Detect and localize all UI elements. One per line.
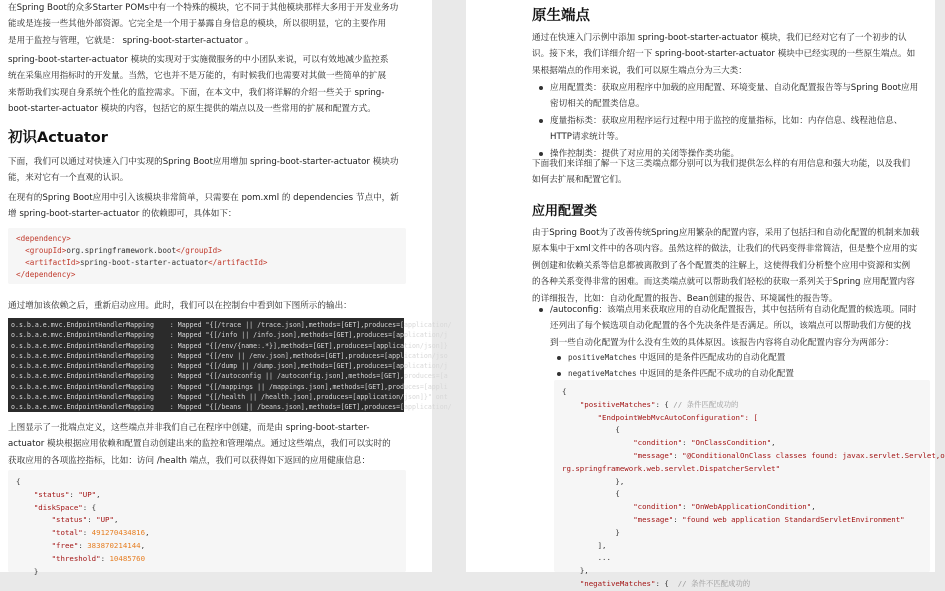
json-ellipsis: ...: [597, 553, 611, 563]
json-key: "status": [51, 515, 88, 525]
xml-tag: </groupId>: [176, 246, 222, 255]
log-line: o.s.b.a.e.mvc.EndpointHandlerMapping : Mapped "{[/env || /env.json],methods=[GET],produces=[application/jso: [11, 351, 448, 360]
json-value: "UP": [78, 489, 97, 499]
paragraph-4: [8, 190, 426, 223]
json-brace: {: [615, 425, 620, 435]
list-item: [536, 80, 930, 113]
json-key: "threshold": [51, 553, 101, 563]
autoconfig-list: [536, 302, 930, 351]
json-value: "@ConditionalOnClass classes found: javax.servlet.Servlet,o: [682, 450, 945, 460]
json-health-code-block[interactable]: { "status": "UP", "diskSpace": { "status": "UP", "total": 491270434816, "free": 383870214144, "threshold": 10485760 }: [8, 470, 406, 572]
paragraph-5: 通过增加该依赖之后，重新启动应用。此时，我们可以在控制台中看到如下图所示的输出：: [8, 301, 352, 311]
text-line: 的各种关系变得非常的困难。而这类端点就可以帮助我们轻松的获取一系列关于Spring 应用配置内容: [532, 277, 915, 288]
text-line: boot-starter-actuator 模块的内容，包括它的原生提供的端点以及一些常用的扩展和配置方式。: [8, 104, 376, 115]
text-line: 是用于监控与管理，它就是： spring-boot-starter-actuator 。: [8, 35, 254, 46]
log-line: o.s.b.a.e.mvc.EndpointHandlerMapping : Mapped "{[/health || /health.json],produces=[application/json]}" ont: [11, 393, 448, 402]
json-key: "message": [633, 450, 674, 460]
text-line: 果根据端点的作用来说，我们可以原生端点分为三大类：: [532, 65, 747, 76]
json-key: "message": [633, 514, 674, 524]
xml-code-block[interactable]: [8, 228, 406, 284]
log-line: o.s.b.a.e.mvc.EndpointHandlerMapping : Mapped "{[/autoconfig || /autoconfig.json],methods=[GET],produces=[a: [11, 372, 448, 381]
log-line: o.s.b.a.e.mvc.EndpointHandlerMapping : Mapped "{[/info || /info.json],methods=[GET],produces=[application/j: [11, 331, 448, 340]
text-line: 下面我们来详细了解一下这三类端点都分别可以为我们提供怎么样的有用信息和强大功能，以及我们: [532, 159, 911, 169]
log-line: o.s.b.a.e.mvc.EndpointHandlerMapping : Mapped "{[/mappings || /mappings.json],methods=[GET],produces=[appli: [11, 382, 448, 391]
paragraph-1: [532, 30, 930, 79]
json-key: "condition": [633, 438, 683, 448]
autoconfig-sublist: [554, 350, 930, 383]
json-number: 383870214144: [87, 540, 141, 550]
json-brace: {: [562, 387, 567, 396]
json-punct: : {: [655, 399, 674, 409]
xml-value: org.springframework.boot: [66, 246, 177, 255]
section-heading-actuator: 初识Actuator: [8, 130, 108, 146]
json-value: "OnClassCondition": [691, 438, 772, 448]
text-line: 还列出了每个候选项自动化配置的各个先决条件是否满足。所以，该端点可以帮助我们方便的找: [550, 321, 911, 332]
left-page: [0, 0, 452, 576]
text-line: 上图显示了一批端点定义，这些端点并非我们自己在程序中创建，而是由 spring-boot-starter-: [8, 423, 370, 433]
json-key: "positiveMatches": [579, 399, 656, 409]
log-line: o.s.b.a.e.mvc.EndpointHandlerMapping : Mapped "{[/trace || /trace.json],methods=[GET],produces=[application/: [11, 321, 452, 329]
text-line: 到一些自动化配置为什么没有生效的具体原因。该报告内容将自动化配置内容分为两部分：: [550, 337, 894, 348]
paragraph-3: [532, 225, 930, 307]
xml-value: spring-boot-starter-actuator: [80, 258, 209, 267]
text-line: 操作控制类：提供了对应用的关闭等操作类功能。: [550, 148, 740, 159]
log-line: o.s.b.a.e.mvc.EndpointHandlerMapping : Mapped "{[/beans || /beans.json],methods=[GET],produces=[application/: [11, 403, 452, 412]
json-brace: }: [615, 527, 620, 537]
json-key: "total": [51, 528, 83, 538]
json-key: "condition": [633, 502, 683, 512]
json-autoconfig-code-block[interactable]: { "positiveMatches": { // 条件匹配成功的 "EndpointWebMvcAutoConfiguration": [ { "condition": "OnClassCondition", "message": "@ConditionalOnClass classes found: javax.servlet.Servlet,o rg.springframework.web.servlet.DispatcherServlet" }, { "condition": "OnWebApplicationCondition", "message": "found web application StandardServletEnvironment" } ], ... }, "negativeMatches": { // 条件不匹配成功的: [554, 380, 930, 572]
json-brace: },: [615, 476, 625, 486]
section-heading-native-endpoints: 原生端点: [532, 8, 590, 24]
text-line: spring-boot-starter-actuator 模块的实现对于实施微服务的中小团队来说，可以有效地减少监控系: [8, 55, 389, 65]
json-key: "status": [33, 489, 70, 499]
text-line: /autoconfig：该端点用来获取应用的自动化配置报告，其中包括所有自动化配置的候选项。同时: [550, 305, 917, 315]
text-line: 原本集中于xml文件中的各项内容。虽然这样的做法，让我们的代码变得非常简洁，但是整个应用的实: [532, 244, 918, 255]
text-line: 的详细报告，比如：自动化配置的报告、Bean创建的报告、环境属性的报告等。: [532, 293, 838, 304]
text-line: 中返回的是条件匹配成功的自动化配置: [636, 353, 786, 363]
xml-tag: </artifactId>: [208, 258, 268, 267]
console-log-screenshot: [8, 318, 452, 412]
text-line: actuator 模块根据应用依赖和配置自动创建出来的监控和管理端点。通过这些端点，我们可以实时的: [8, 439, 391, 450]
text-line: HTTP请求统计等。: [550, 132, 624, 143]
right-page: [466, 0, 945, 588]
xml-tag: <groupId>: [25, 246, 67, 255]
json-key: "EndpointWebMvcAutoConfiguration": [: [597, 412, 758, 422]
xml-tag: <dependency>: [16, 234, 71, 243]
paragraph-6: [8, 420, 426, 469]
json-value: "UP": [96, 515, 114, 525]
text-line: 下面，我们可以通过对快速入门中实现的Spring Boot应用增加 spring-boot-starter-actuator 模块功: [8, 157, 399, 167]
intro-paragraph-2: [8, 52, 426, 118]
list-item: [536, 302, 930, 351]
list-item: [536, 113, 930, 146]
json-value: rg.springframework.web.servlet.DispatcherServlet": [562, 463, 781, 473]
json-value: "OnWebApplicationCondition": [691, 502, 812, 512]
text-line: 在Spring Boot的众多Starter POMs中有一个特殊的模块，它不同于其他模块那样大多用于开发业务功: [8, 3, 399, 13]
json-brace: },: [579, 566, 589, 576]
text-line: 增 spring-boot-starter-actuator 的依赖即可，具体如下：: [8, 209, 237, 220]
inline-code: negativeMatches: [568, 369, 637, 379]
json-brace: {: [615, 489, 620, 499]
json-comment: // 条件匹配成功的: [673, 399, 739, 409]
text-line: 应用配置类：获取应用程序中加载的应用配置、环境变量、自动化配置报告等与Spring Boot应用: [550, 83, 919, 93]
json-brace: ],: [597, 540, 607, 550]
json-number: 10485760: [109, 553, 146, 563]
log-line: o.s.b.a.e.mvc.EndpointHandlerMapping : Mapped "{[/dump || /dump.json],methods=[GET],produces=[application/j: [11, 362, 448, 371]
list-item: [554, 350, 930, 366]
text-line: 能或是连接一些其他外部资源。它完全是一个用于暴露自身信息的模块，所以很明显，它的主要作用: [8, 19, 387, 30]
text-line: 密切相关的配置类信息。: [550, 99, 645, 110]
text-line: 识。接下来，我们详细介绍一下 spring-boot-starter-actuator 模块中已经实现的一些原生端点。如: [532, 49, 916, 60]
section-heading-app-config: 应用配置类: [532, 204, 598, 219]
json-key: "diskSpace": [33, 502, 83, 512]
log-line: o.s.b.a.e.mvc.EndpointHandlerMapping : Mapped "{[/env/{name:.*}],methods=[GET],produces=[application/json]}: [11, 341, 448, 350]
text-line: 由于Spring Boot为了改善传统Spring应用繁杂的配置内容，采用了包括扫和自动化配置的机制来加载: [532, 228, 920, 238]
json-value: "found web application StandardServletEnvironment": [682, 514, 905, 524]
json-comment: // 条件不匹配成功的: [677, 578, 751, 588]
text-line: 能，来对它有一个直观的认识。: [8, 173, 129, 184]
json-brace: }: [33, 566, 39, 576]
xml-tag: <artifactId>: [25, 258, 81, 267]
paragraph-3: [8, 154, 426, 187]
text-line: 度量指标类：获取应用程序运行过程中用于监控的度量指标，比如：内存信息、线程池信息、: [550, 115, 903, 126]
intro-paragraph-1: [8, 0, 426, 49]
text-line: 中返回的是条件匹配不成功的自动化配置: [636, 369, 794, 380]
text-line: 如何去扩展和配置它们。: [532, 175, 627, 186]
inline-code: positiveMatches: [568, 353, 637, 362]
json-number: 491270434816: [91, 528, 146, 538]
text-line: 例创建和依赖关系等信息都被离散到了各个配置类的注解上，这使得我们分析整个应用中资源和实例: [532, 260, 911, 271]
text-line: 统在采集应用指标时的开发量。当然，它也并不是万能的，有时候我们也需要对其做一些简单的扩展: [8, 71, 387, 82]
json-key: "free": [51, 540, 79, 550]
xml-tag: </dependency>: [16, 270, 76, 279]
paragraph-2: [532, 156, 930, 189]
json-brace: {: [16, 477, 21, 486]
text-line: 获取应用的各项监控指标，比如：访问 /health 端点，我们可以获得如下返回的应用健康信息：: [8, 455, 371, 466]
text-line: 在现有的Spring Boot应用中引入该模块非常简单，只需要在 pom.xml 的 dependencies 节点中，新: [8, 193, 399, 203]
json-punct: : {: [655, 578, 678, 588]
json-key: "negativeMatches": [579, 578, 656, 588]
text-line: 通过在快速入门示例中添加 spring-boot-starter-actuator 模块，我们已经对它有了一个初步的认: [532, 33, 907, 43]
text-line: 来帮助我们实现自身系统个性化的监控需求。下面，在本文中，我们将详解的介绍一些关于 spring-: [8, 87, 385, 98]
endpoint-category-list: [536, 80, 930, 162]
